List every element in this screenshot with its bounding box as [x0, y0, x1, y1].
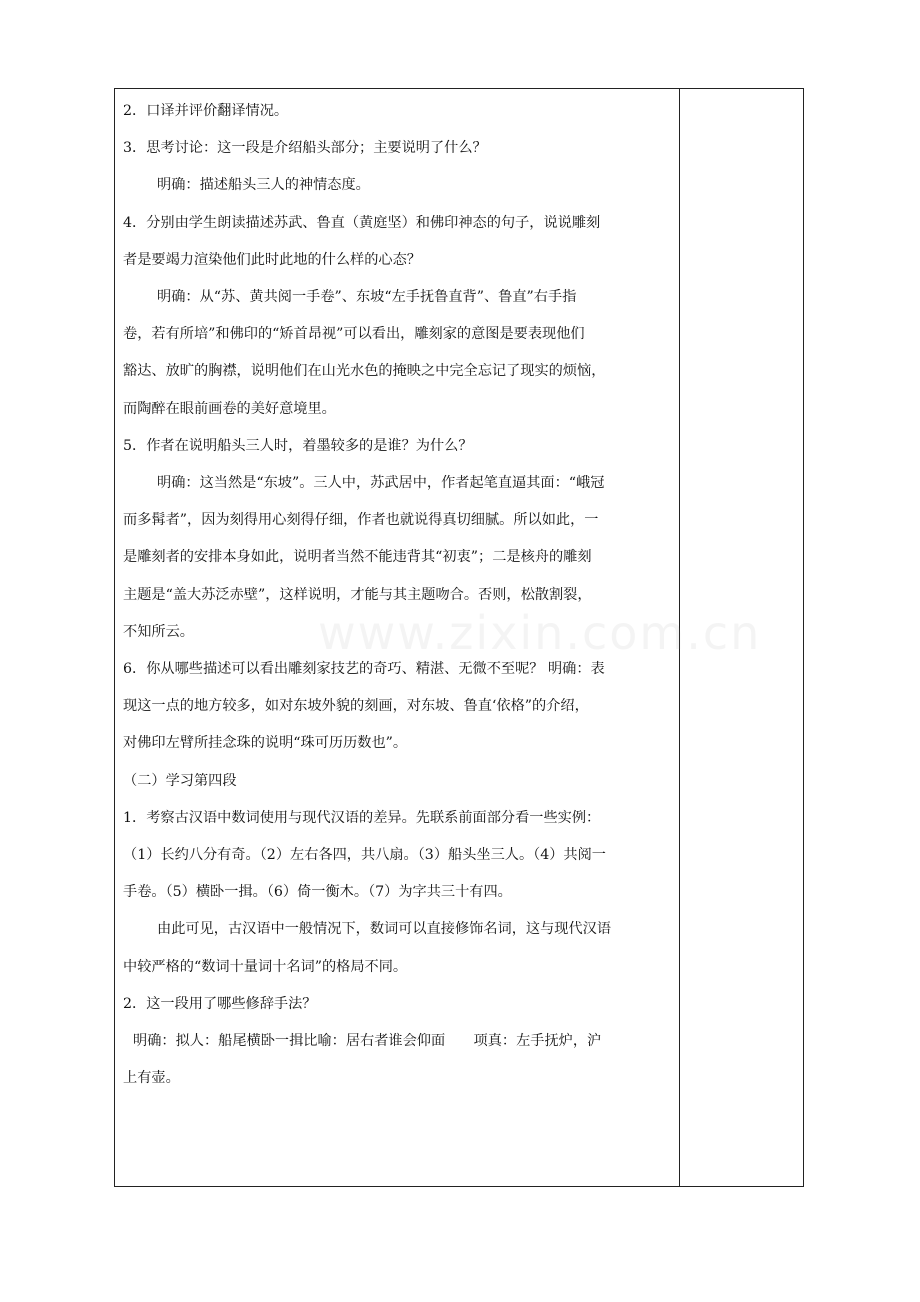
line: 2．这一段用了哪些修辞手法？ — [123, 995, 317, 1012]
line: 而陶醉在眼前画卷的美好意境里。 — [123, 400, 336, 417]
line: 对佛印左臂所挂念珠的说明“珠可历历数也”。 — [123, 735, 408, 752]
watermark: www.zixin.com.cn — [318, 606, 762, 660]
line: 1．考察古汉语中数词使用与现代汉语的差异。先联系前面部分看一些实例： — [123, 809, 601, 826]
lesson-content — [123, 96, 675, 1094]
line: 明确：从“苏、黄共阅一手卷”、东坡“左手抚鲁直背”、鲁直”右手指 — [157, 289, 577, 306]
line: 由此可见，古汉语中一般情况下，数词可以直接修饰名词，这与现代汉语 — [157, 921, 612, 938]
line: 5．作者在说明船头三人时，着墨较多的是谁？为什么？ — [123, 437, 473, 454]
line: 手卷。（5）横卧一揖。（6）倚一衡木。（7）为字共三十有四。 — [123, 884, 512, 901]
line: 主题是“盖大苏泛赤壁”，这样说明，才能与其主题吻合。否则，松散割裂， — [123, 586, 592, 603]
line: （1）长约八分有奇。（2）左右各四，共八扇。（3）船头坐三人。（4）共阅一 — [123, 847, 606, 864]
line: 者是要竭力渲染他们此时此地的什么样的心态？ — [123, 251, 421, 268]
line: 不知所云。 — [123, 623, 194, 640]
line: 是雕刻者的安排本身如此，说明者当然不能违背其“初衷”；二是核舟的雕刻 — [123, 549, 592, 566]
line: 明确：这当然是“东坡”。三人中，苏武居中，作者起笔直逼其面：“峨冠 — [157, 475, 605, 492]
line: 3．思考讨论：这一段是介绍船头部分；主要说明了什么？ — [123, 140, 487, 157]
line: 4．分别由学生朗读描述苏武、鲁直（黄庭坚）和佛印神态的句子，说说雕刻 — [123, 214, 601, 231]
line: 6．你从哪些描述可以看出雕刻家技艺的奇巧、精湛、无微不至呢？ 明确：表 — [123, 661, 605, 678]
line: 上有壶。 — [123, 1070, 180, 1087]
line: 中较严格的“数词十量词十名词”的格局不同。 — [123, 958, 408, 975]
line: （二）学习第四段 — [123, 772, 237, 789]
line: 卷，若有所培”和佛印的“矫首昂视”可以看出，雕刻家的意图是要表现他们 — [123, 326, 585, 343]
line: 而多髯者”，因为刻得用心刻得仔细，作者也就说得真切细腻。所以如此，一 — [123, 512, 599, 529]
line: 现这一点的地方较多，如对东坡外貌的刻画，对东坡、鲁直‘依格”的介绍， — [123, 698, 589, 715]
line: 明确：描述船头三人的神情态度。 — [157, 177, 370, 194]
line: 明确：拟人：船尾横卧一揖比喻：居右者谁会仰面 项真：左手抚炉，沪 — [133, 1033, 602, 1050]
line: 2．口译并评价翻译情况。 — [123, 103, 289, 119]
line: 豁达、放旷的胸襟，说明他们在山光水色的掩映之中完全忘记了现实的烦恼， — [123, 363, 606, 380]
